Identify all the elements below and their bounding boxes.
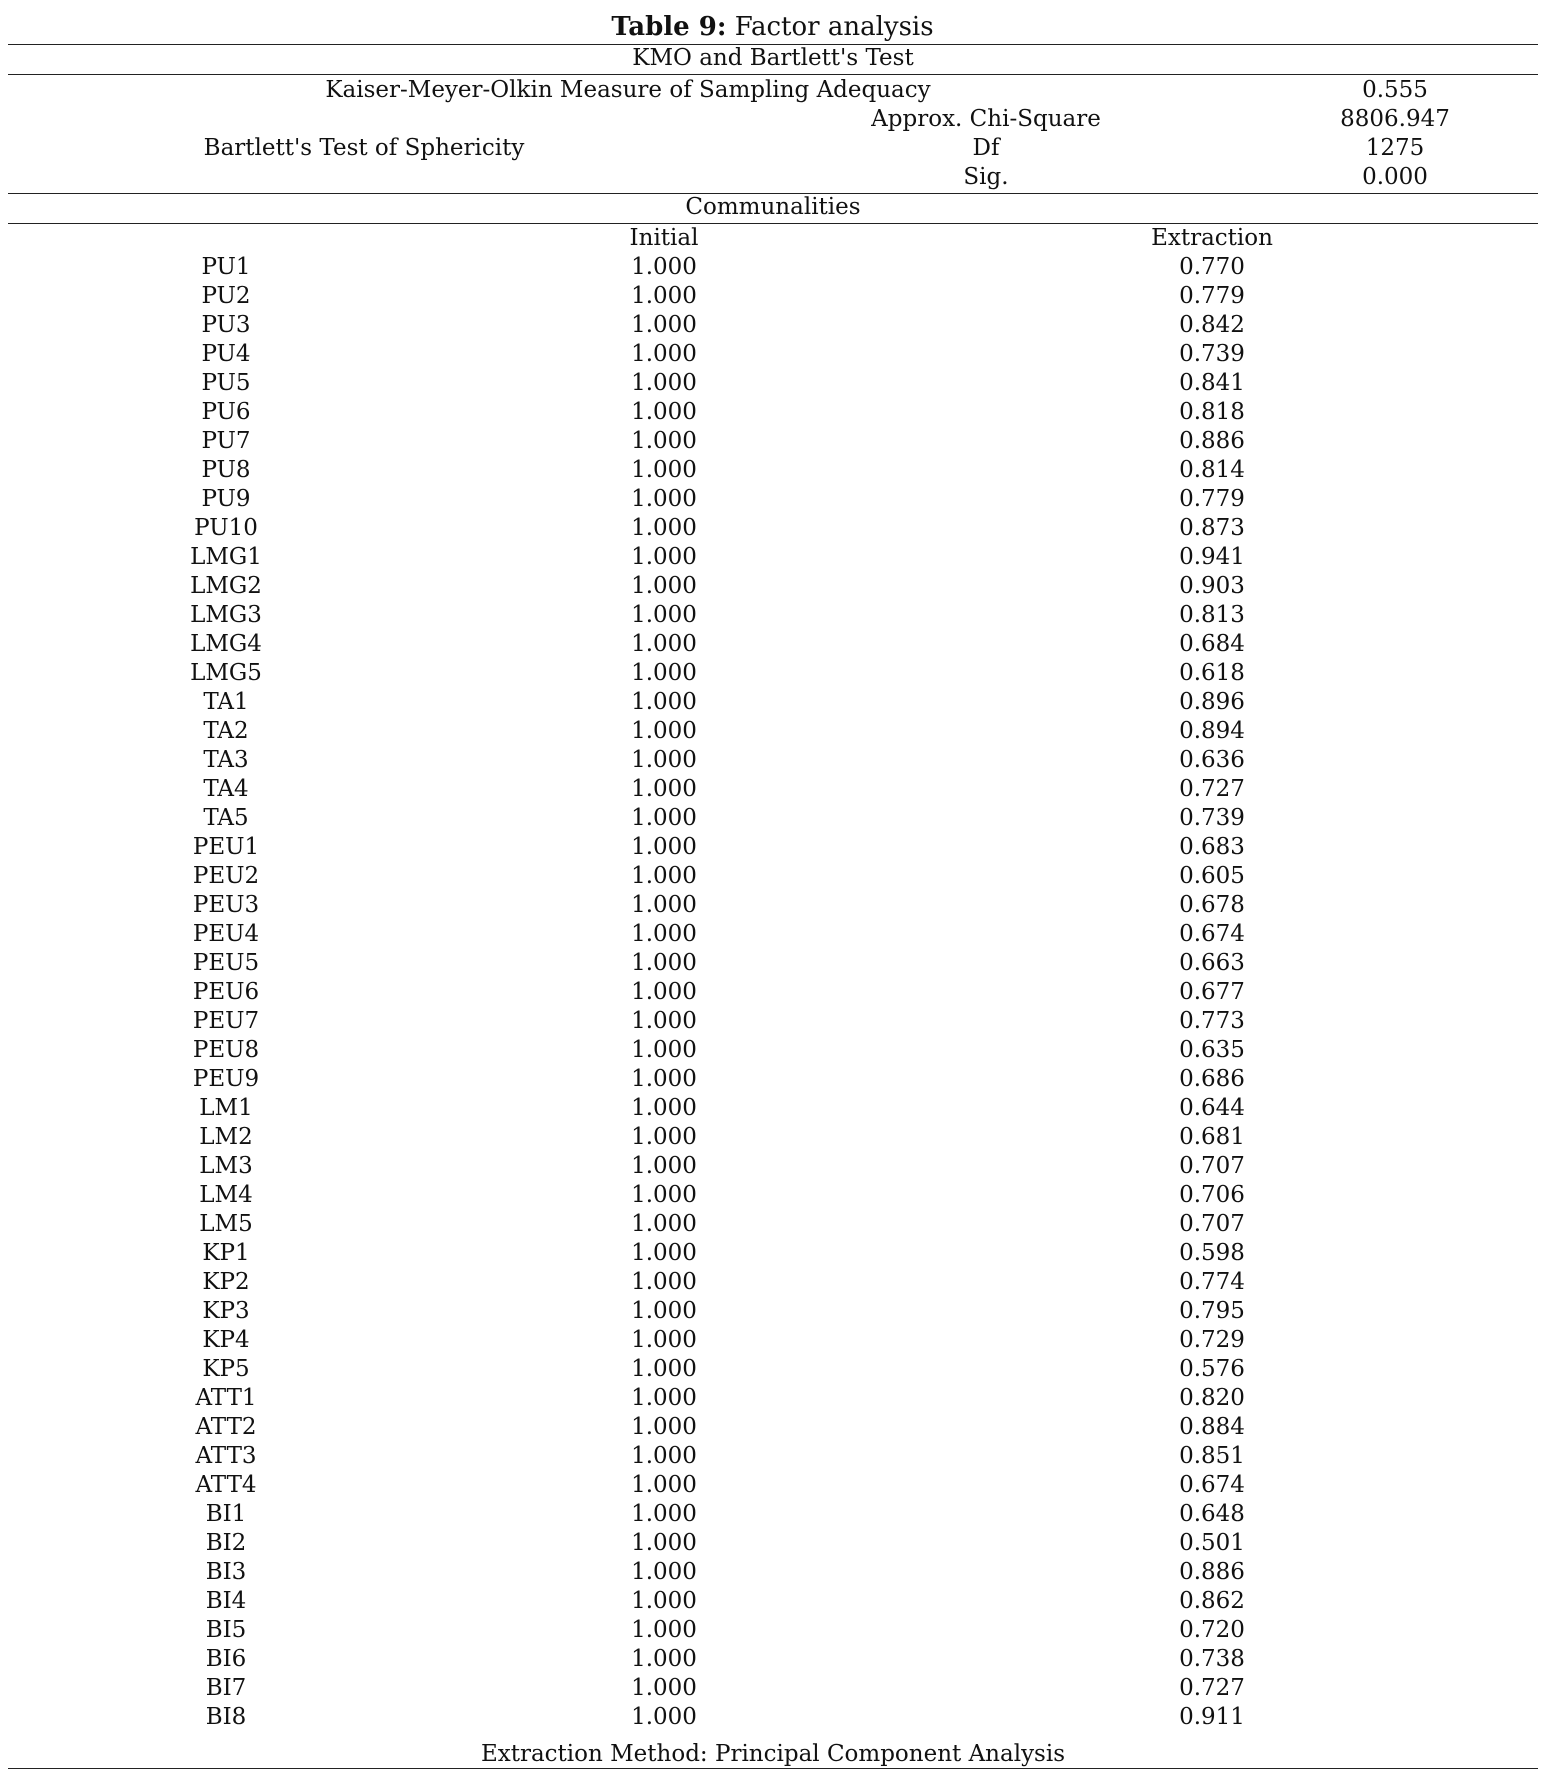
table-row [0,427,1545,456]
initial-cell: 1.000 [631,747,697,773]
extraction-cell: 0.818 [1179,399,1245,425]
extraction-cell: 0.576 [1179,1356,1245,1382]
table-row [0,311,1545,340]
extraction-cell: 0.739 [1179,805,1245,831]
initial-cell: 1.000 [631,718,697,744]
initial-cell: 1.000 [631,1646,697,1672]
table-row [0,456,1545,485]
df-label: Df [972,135,1000,161]
extraction-cell: 0.820 [1179,1385,1245,1411]
table-number: Table 9: [611,12,727,42]
item-cell: BI6 [205,1646,247,1672]
item-cell: LMG4 [190,631,262,657]
table-row [0,920,1545,949]
item-cell: TA4 [203,776,249,802]
initial-cell: 1.000 [631,573,697,599]
initial-cell: 1.000 [631,544,697,570]
extraction-cell: 0.903 [1179,573,1245,599]
item-cell: PEU4 [192,921,260,947]
chi-square-label: Approx. Chi-Square [871,106,1101,132]
initial-cell: 1.000 [631,1066,697,1092]
initial-cell: 1.000 [631,805,697,831]
initial-cell: 1.000 [631,602,697,628]
column-header-extraction: Extraction [1151,225,1273,251]
extraction-cell: 0.779 [1179,283,1245,309]
table-row [0,485,1545,514]
initial-cell: 1.000 [631,1037,697,1063]
item-cell: TA1 [203,689,249,715]
item-cell: BI4 [205,1588,247,1614]
initial-cell: 1.000 [631,1559,697,1585]
initial-cell: 1.000 [631,1530,697,1556]
item-cell: PU10 [194,515,258,541]
item-cell: LM4 [199,1182,253,1208]
table-row [0,862,1545,891]
table-caption: Factor analysis [726,12,934,42]
extraction-cell: 0.663 [1179,950,1245,976]
initial-cell: 1.000 [631,892,697,918]
extraction-cell: 0.770 [1179,254,1245,280]
table-row [0,282,1545,311]
item-cell: ATT2 [195,1414,257,1440]
extraction-cell: 0.795 [1179,1298,1245,1324]
extraction-method-note: Extraction Method: Principal Component Analysis [480,1741,1066,1767]
initial-cell: 1.000 [631,1124,697,1150]
item-cell: KP2 [202,1269,250,1295]
communalities-heading: Communalities [685,194,861,220]
initial-cell: 1.000 [631,979,697,1005]
table-row [0,1442,1545,1471]
initial-cell: 1.000 [631,428,697,454]
extraction-cell: 0.813 [1179,602,1245,628]
table-row [0,253,1545,282]
item-cell: PEU2 [192,863,260,889]
initial-cell: 1.000 [631,1095,697,1121]
item-cell: PU7 [201,428,251,454]
extraction-cell: 0.707 [1179,1153,1245,1179]
table-row [0,1413,1545,1442]
table-row [0,978,1545,1007]
item-cell: PEU5 [192,950,260,976]
initial-cell: 1.000 [631,1501,697,1527]
table-row [0,717,1545,746]
extraction-cell: 0.941 [1179,544,1245,570]
extraction-cell: 0.841 [1179,370,1245,396]
table-row [0,949,1545,978]
bartlett-label: Bartlett's Test of Sphericity [203,135,525,161]
initial-cell: 1.000 [631,1153,697,1179]
item-cell: PU3 [201,312,251,338]
initial-cell: 1.000 [631,399,697,425]
initial-cell: 1.000 [631,1704,697,1730]
item-cell: PU4 [201,341,251,367]
extraction-cell: 0.911 [1179,1704,1245,1730]
item-cell: PU5 [201,370,251,396]
kmo-section-heading: KMO and Bartlett's Test [632,45,914,71]
item-cell: KP3 [202,1298,250,1324]
item-cell: ATT1 [195,1385,257,1411]
table-row [0,1529,1545,1558]
item-cell: PEU8 [192,1037,260,1063]
table-row [0,1181,1545,1210]
table-row [0,369,1545,398]
initial-cell: 1.000 [631,283,697,309]
initial-cell: 1.000 [631,341,697,367]
table-row [0,1500,1545,1529]
sig-label: Sig. [963,164,1009,190]
table-row [0,398,1545,427]
initial-cell: 1.000 [631,1298,697,1324]
extraction-cell: 0.739 [1179,341,1245,367]
rule-kmo-heading [8,74,1538,75]
chi-square-value: 8806.947 [1340,106,1450,132]
table-row [0,891,1545,920]
item-cell: PEU9 [192,1066,260,1092]
extraction-cell: 0.727 [1179,1675,1245,1701]
table-row [0,1036,1545,1065]
extraction-cell: 0.681 [1179,1124,1245,1150]
table-row [0,1123,1545,1152]
initial-cell: 1.000 [631,486,697,512]
initial-cell: 1.000 [631,689,697,715]
item-cell: LM3 [199,1153,253,1179]
table-row [0,630,1545,659]
extraction-cell: 0.896 [1179,689,1245,715]
table-row [0,1326,1545,1355]
initial-cell: 1.000 [631,1182,697,1208]
initial-cell: 1.000 [631,776,697,802]
extraction-cell: 0.873 [1179,515,1245,541]
extraction-cell: 0.884 [1179,1414,1245,1440]
extraction-cell: 0.706 [1179,1182,1245,1208]
table-row [0,1616,1545,1645]
item-cell: LM2 [199,1124,253,1150]
extraction-cell: 0.636 [1179,747,1245,773]
initial-cell: 1.000 [631,863,697,889]
extraction-cell: 0.644 [1179,1095,1245,1121]
item-cell: PU8 [201,457,251,483]
extraction-cell: 0.648 [1179,1501,1245,1527]
extraction-cell: 0.894 [1179,718,1245,744]
initial-cell: 1.000 [631,1327,697,1353]
extraction-cell: 0.851 [1179,1443,1245,1469]
item-cell: BI3 [205,1559,247,1585]
table-row [0,1674,1545,1703]
initial-cell: 1.000 [631,1008,697,1034]
extraction-cell: 0.674 [1179,921,1245,947]
initial-cell: 1.000 [631,457,697,483]
table-row [0,543,1545,572]
item-cell: KP4 [202,1327,250,1353]
table-row [0,1007,1545,1036]
extraction-cell: 0.501 [1179,1530,1245,1556]
extraction-cell: 0.683 [1179,834,1245,860]
table-row [0,1587,1545,1616]
initial-cell: 1.000 [631,1211,697,1237]
initial-cell: 1.000 [631,254,697,280]
item-cell: TA5 [203,805,249,831]
initial-cell: 1.000 [631,1443,697,1469]
initial-cell: 1.000 [631,1385,697,1411]
table-row [0,1094,1545,1123]
extraction-cell: 0.684 [1179,631,1245,657]
initial-cell: 1.000 [631,370,697,396]
table-row [0,1268,1545,1297]
initial-cell: 1.000 [631,1240,697,1266]
table-row [0,340,1545,369]
sig-value: 0.000 [1362,164,1428,190]
item-cell: LMG2 [190,573,262,599]
extraction-cell: 0.862 [1179,1588,1245,1614]
item-cell: PU2 [201,283,251,309]
item-cell: TA3 [203,747,249,773]
item-cell: TA2 [203,718,249,744]
df-value: 1275 [1365,135,1425,161]
extraction-cell: 0.727 [1179,776,1245,802]
table-row [0,601,1545,630]
table-row [0,1703,1545,1732]
item-cell: LMG5 [190,660,262,686]
communalities-rows [0,253,1545,1732]
table-row [0,775,1545,804]
rule-communalities-heading [8,223,1538,224]
table-row [0,1384,1545,1413]
item-cell: PU1 [201,254,251,280]
item-cell: LM5 [199,1211,253,1237]
table-row [0,804,1545,833]
item-cell: BI5 [205,1617,247,1643]
item-cell: BI7 [205,1675,247,1701]
item-cell: BI8 [205,1704,247,1730]
table-row [0,659,1545,688]
table-row [0,572,1545,601]
item-cell: PEU1 [192,834,260,860]
item-cell: BI1 [205,1501,247,1527]
table-title [0,10,1545,44]
item-cell: ATT3 [195,1443,257,1469]
extraction-cell: 0.729 [1179,1327,1245,1353]
item-cell: ATT4 [195,1472,257,1498]
column-header-initial: Initial [629,225,699,251]
extraction-cell: 0.678 [1179,892,1245,918]
initial-cell: 1.000 [631,1617,697,1643]
table-row [0,1065,1545,1094]
item-cell: PEU6 [192,979,260,1005]
table-row [0,1355,1545,1384]
initial-cell: 1.000 [631,950,697,976]
extraction-cell: 0.814 [1179,457,1245,483]
table-row [0,688,1545,717]
table-row [0,746,1545,775]
initial-cell: 1.000 [631,1356,697,1382]
extraction-cell: 0.707 [1179,1211,1245,1237]
item-cell: LMG1 [190,544,262,570]
table-row [0,1645,1545,1674]
initial-cell: 1.000 [631,834,697,860]
extraction-cell: 0.598 [1179,1240,1245,1266]
item-cell: LMG3 [190,602,262,628]
initial-cell: 1.000 [631,312,697,338]
kmo-value: 0.555 [1362,77,1428,103]
item-cell: LM1 [199,1095,253,1121]
initial-cell: 1.000 [631,1588,697,1614]
extraction-cell: 0.774 [1179,1269,1245,1295]
table-row [0,1297,1545,1326]
extraction-cell: 0.720 [1179,1617,1245,1643]
table-row [0,1152,1545,1181]
extraction-cell: 0.842 [1179,312,1245,338]
item-cell: PU9 [201,486,251,512]
extraction-cell: 0.674 [1179,1472,1245,1498]
item-cell: KP5 [202,1356,250,1382]
initial-cell: 1.000 [631,515,697,541]
extraction-cell: 0.738 [1179,1646,1245,1672]
item-cell: BI2 [205,1530,247,1556]
item-cell: KP1 [202,1240,250,1266]
extraction-cell: 0.677 [1179,979,1245,1005]
extraction-cell: 0.618 [1179,660,1245,686]
item-cell: PEU7 [192,1008,260,1034]
initial-cell: 1.000 [631,1414,697,1440]
extraction-cell: 0.779 [1179,486,1245,512]
table-row [0,1558,1545,1587]
initial-cell: 1.000 [631,1675,697,1701]
table-row [0,1471,1545,1500]
initial-cell: 1.000 [631,631,697,657]
extraction-cell: 0.605 [1179,863,1245,889]
kmo-label: Kaiser-Meyer-Olkin Measure of Sampling Adequacy [325,77,931,103]
extraction-cell: 0.686 [1179,1066,1245,1092]
extraction-cell: 0.773 [1179,1008,1245,1034]
table-row [0,1210,1545,1239]
initial-cell: 1.000 [631,1472,697,1498]
table-row [0,833,1545,862]
extraction-cell: 0.886 [1179,428,1245,454]
item-cell: PU6 [201,399,251,425]
initial-cell: 1.000 [631,921,697,947]
table-row [0,1239,1545,1268]
extraction-cell: 0.635 [1179,1037,1245,1063]
initial-cell: 1.000 [631,660,697,686]
item-cell: PEU3 [192,892,260,918]
initial-cell: 1.000 [631,1269,697,1295]
table-row [0,514,1545,543]
extraction-cell: 0.886 [1179,1559,1245,1585]
